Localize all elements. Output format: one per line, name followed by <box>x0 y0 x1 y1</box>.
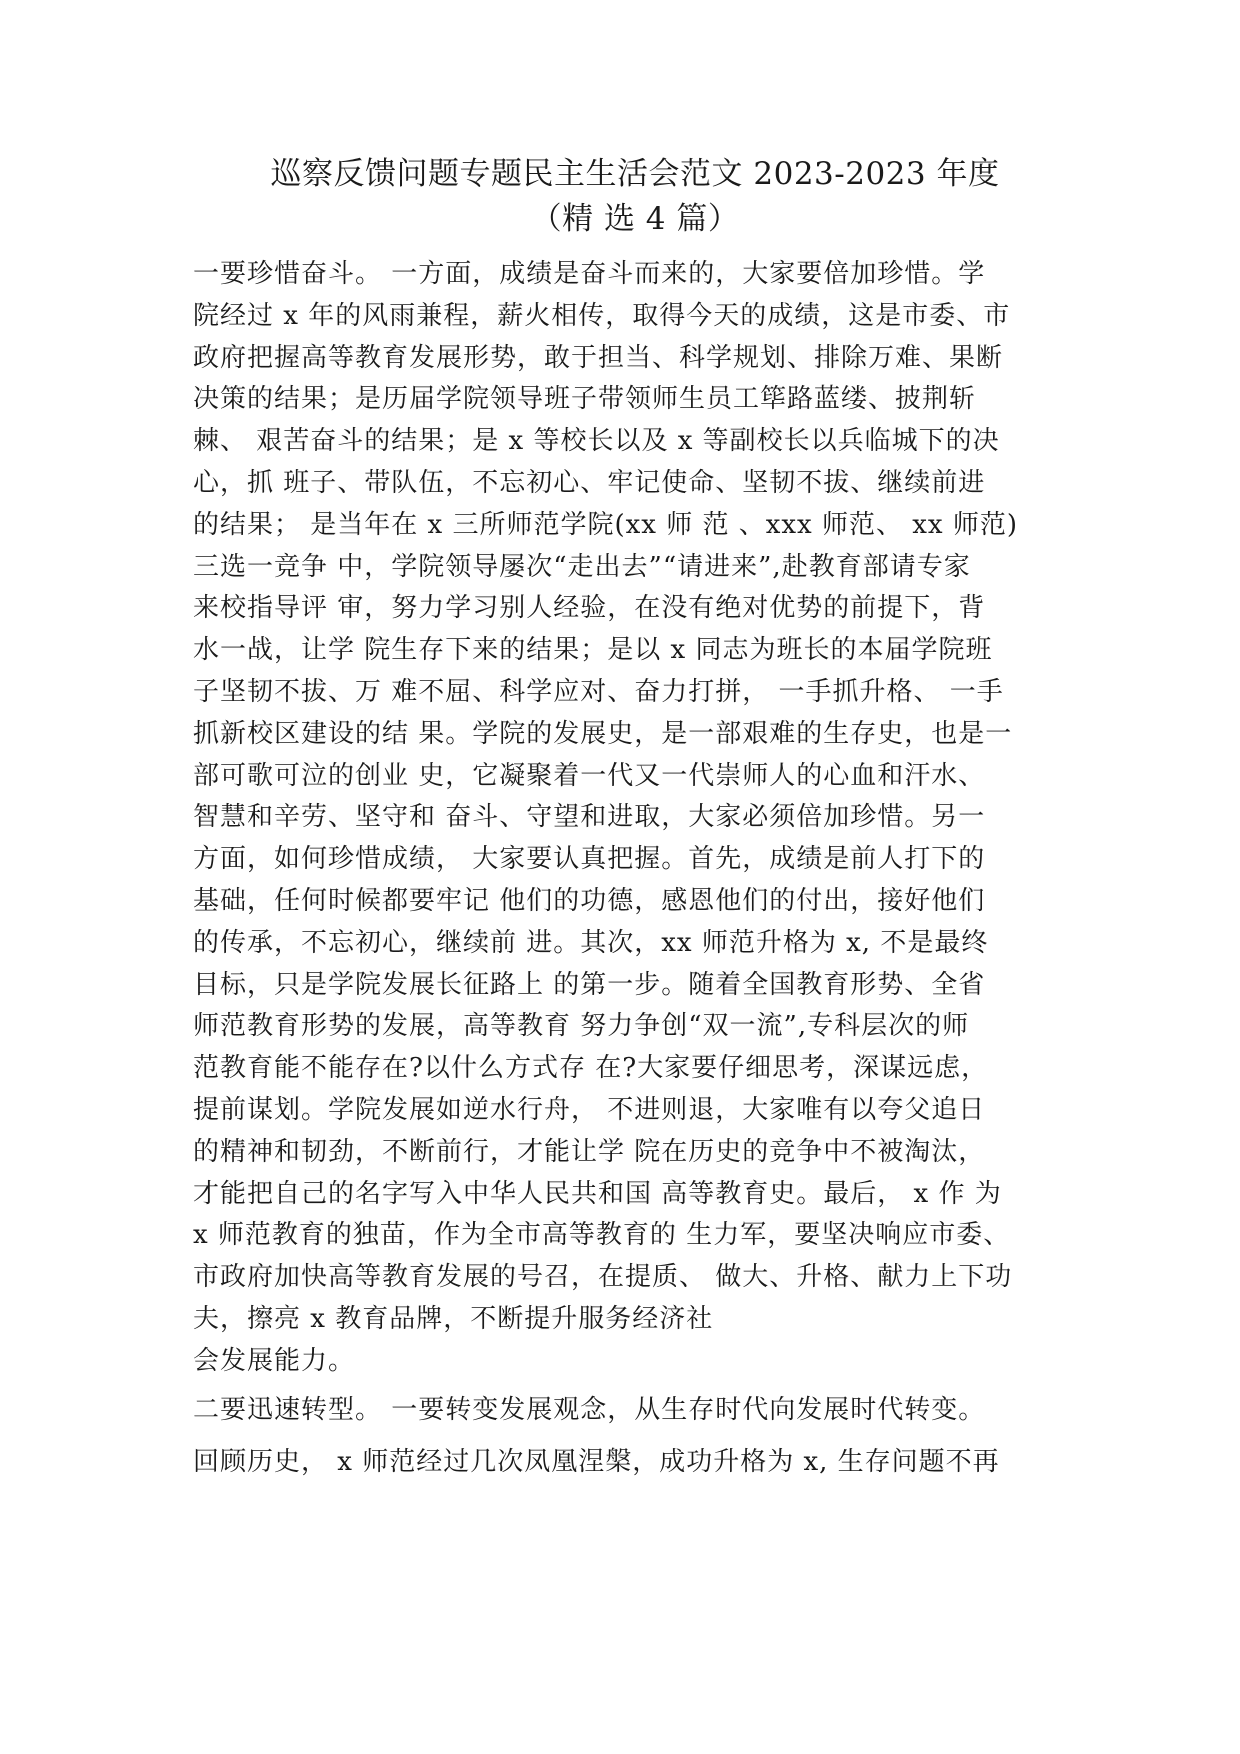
body-line: 目标，只是学院发展长征路上 的第一步。随着全国教育形势、全省 <box>193 969 986 1000</box>
body-line: 一要珍惜奋斗。 一方面，成绩是奋斗而来的，大家要倍加珍惜。学 <box>193 259 986 289</box>
document-title <box>0 152 1240 242</box>
body-line: 提前谋划。学院发展如逆水行舟， 不进则退，大家唯有以夸父追日 <box>193 1094 986 1125</box>
body-line: 的精神和韧劲，不断前行，才能让学 院在历史的竞争中不被淘汰， <box>193 1136 986 1167</box>
body-line: 夫，擦亮 x 教育品牌，不断提升服务经济社 <box>193 1303 714 1334</box>
body-line: 来校指导评 审，努力学习别人经验，在没有绝对优势的前提下，背 <box>193 593 986 624</box>
body-line: 才能把自己的名字写入中华人民共和国 高等教育史。最后， x 作 为 <box>193 1178 1002 1209</box>
body-line: 三选一竞争 中，学院领导屡次“走出去”“请进来”,赴教育部请专家 <box>193 551 971 582</box>
title-line-2: （精 选 4 篇） <box>530 201 740 237</box>
body-line: 二要迅速转型。 一要转变发展观念，从生存时代向发展时代转变。 <box>193 1394 986 1425</box>
body-line: 政府把握高等教育发展形势，敢于担当、科学规划、排除万难、果断 <box>193 342 1004 373</box>
body-line: 子坚韧不拔、万 难不屈、科学应对、奋力打拼， 一手抓升格、 一手 <box>193 676 1004 707</box>
body-line: 棘、 艰苦奋斗的结果；是 x 等校长以及 x 等副校长以兵临城下的决 <box>193 426 1000 457</box>
body-line: 会发展能力。 <box>193 1345 356 1376</box>
body-line: 决策的结果；是历届学院领导班子带领师生员工筚路蓝缕、披荆斩 <box>193 384 977 415</box>
body-line: 心，抓 班子、带队伍，不忘初心、牢记使命、坚韧不拔、继续前进 <box>193 467 986 498</box>
title-line-1: 巡察反馈问题专题民主生活会范文 2023-2023 年度 <box>270 156 1000 192</box>
body-line: 抓新校区建设的结 果。学院的发展史，是一部艰难的生存史，也是一 <box>193 718 1013 749</box>
body-line: 部可歌可泣的创业 史，它凝聚着一代又一代崇师人的心血和汗水、 <box>193 760 986 791</box>
body-line: 范教育能不能存在?以什么方式存 在?大家要仔细思考，深谋远虑， <box>193 1053 989 1084</box>
body-text <box>193 254 1053 1487</box>
body-line: 回顾历史， x 师范经过几次凤凰涅槃，成功升格为 x, 生存问题不再 <box>193 1446 1000 1477</box>
body-line: 方面，如何珍惜成绩， 大家要认真把握。首先，成绩是前人打下的 <box>193 844 986 875</box>
body-line: 市政府加快高等教育发展的号召，在提质、 做大、升格、献力上下功 <box>193 1262 1013 1293</box>
body-line: x 师范教育的独苗，作为全市高等教育的 生力军，要坚决响应市委、 <box>193 1220 1011 1251</box>
body-line: 师范教育形势的发展，高等教育 努力争创“双一流”,专科层次的师 <box>193 1011 970 1042</box>
body-line: 的结果； 是当年在 x 三所师范学院(xx 师 范 、xxx 师范、 xx 师范) <box>193 509 1018 540</box>
body-line: 院经过 x 年的风雨兼程，薪火相传，取得今天的成绩，这是市委、市 <box>193 300 1011 331</box>
body-line: 基础，任何时候都要牢记 他们的功德，感恩他们的付出，接好他们 <box>193 885 986 916</box>
body-line: 的传承，不忘初心，继续前 进。其次，xx 师范升格为 x, 不是最终 <box>193 927 989 958</box>
body-line: 水一战，让学 院生存下来的结果；是以 x 同志为班长的本届学院班 <box>193 635 993 666</box>
body-line: 智慧和辛劳、坚守和 奋斗、守望和进取，大家必须倍加珍惜。另一 <box>193 802 986 833</box>
